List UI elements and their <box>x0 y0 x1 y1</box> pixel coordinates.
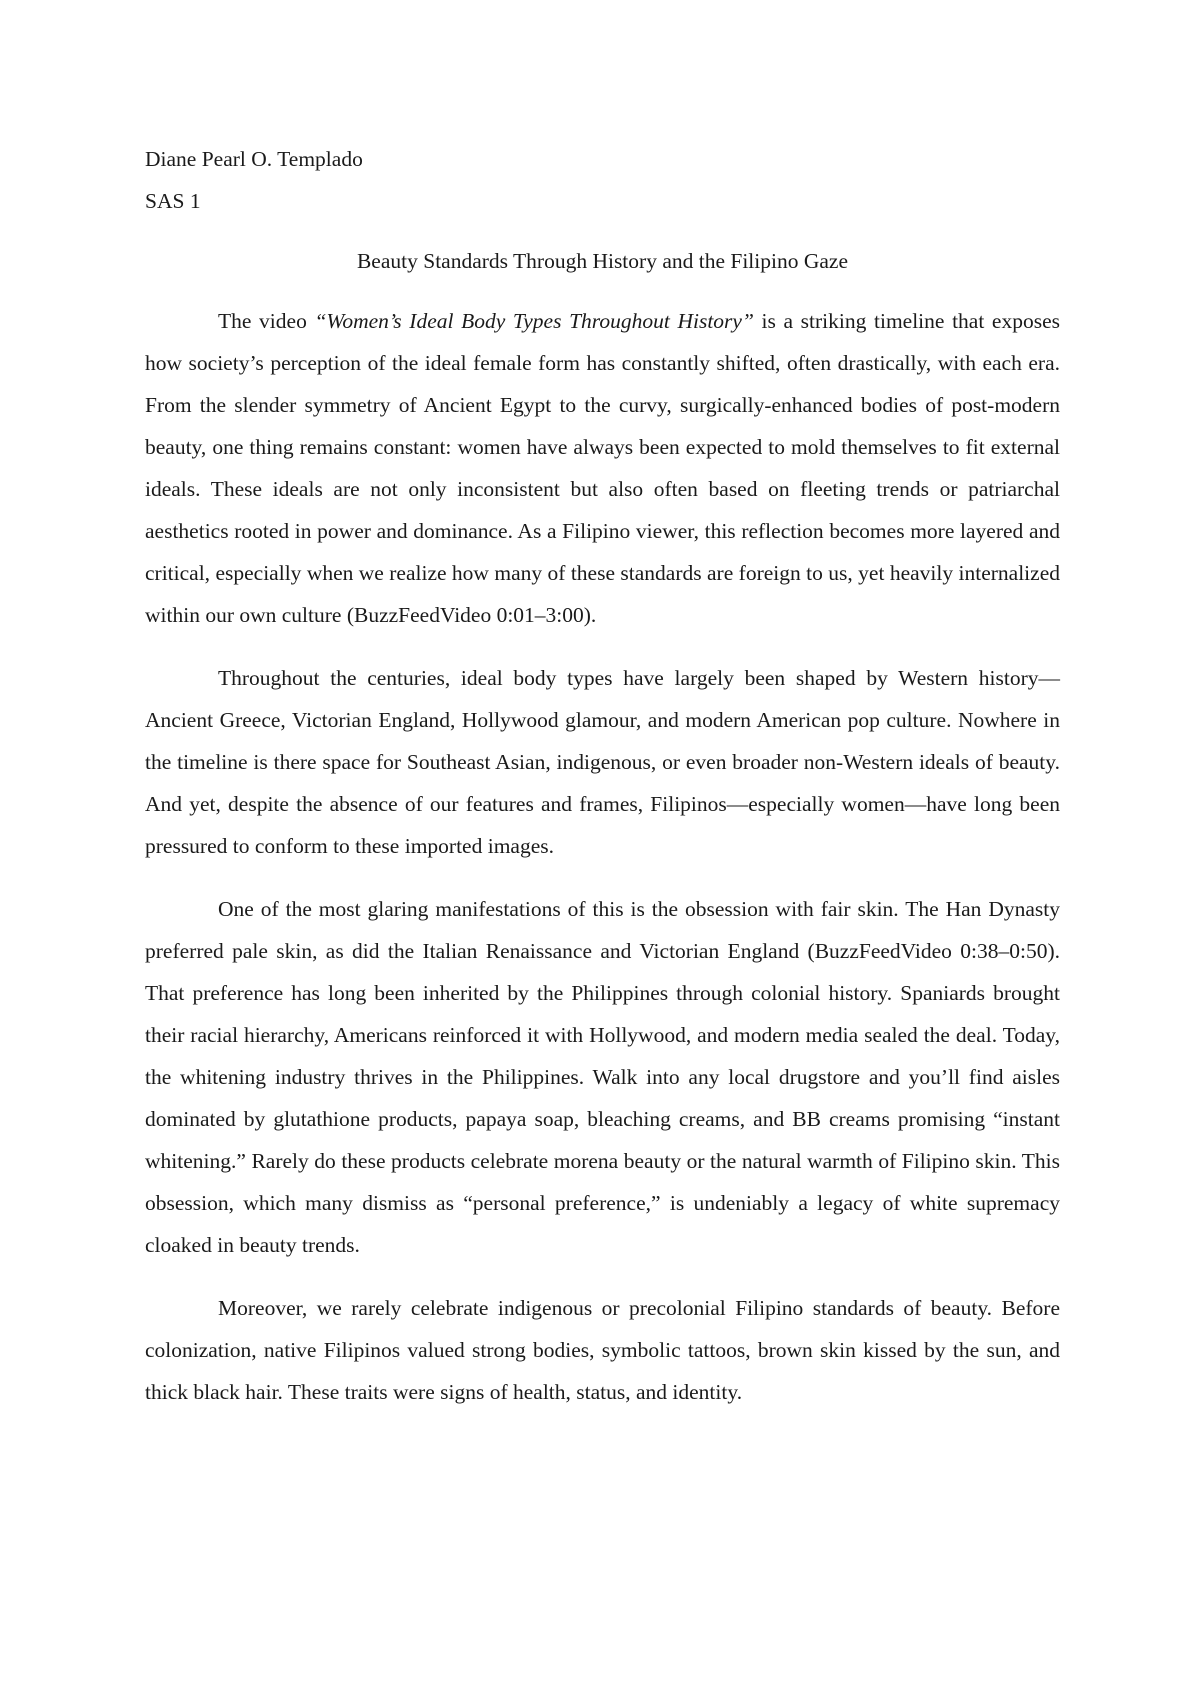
paragraph-3: One of the most glaring manifestations of this is the obsession with fair skin. The Han Dynasty preferred pale skin, as did the Italian Renaissance and Victorian England (BuzzFeedVideo 0:38–0:50). That preference has long been inherited by the Philippines through colonial history. Spaniards brought their racial hierarchy, Americans reinforced it with Hollywood, and modern media sealed the deal. Today, the whitening industry thrives in the Philippines. Walk into any local drugstore and you’ll find aisles dominated by glutathione products, papaya soap, bleaching creams, and BB creams promising “instant whitening.” Rarely do these products celebrate morena beauty or the natural warmth of Filipino skin. This obsession, which many dismiss as “personal preference,” is undeniably a legacy of white supremacy cloaked in beauty trends. <box>145 897 1060 1257</box>
course-code: SAS 1 <box>145 189 201 213</box>
paragraph-4: Moreover, we rarely celebrate indigenous or precolonial Filipino standards of beauty. Before colonization, native Filipinos valued strong bodies, symbolic tattoos, brown skin kissed by the sun, and thick black hair. These traits were signs of health, status, and identity. <box>145 1296 1060 1404</box>
paragraph-2: Throughout the centuries, ideal body types have largely been shaped by Western history—Ancient Greece, Victorian England, Hollywood glamour, and modern American pop culture. Nowhere in the timeline is there space for Southeast Asian, indigenous, or even broader non-Western ideals of beauty. And yet, despite the absence of our features and frames, Filipinos—especially women—have long been pressured to conform to these imported images. <box>145 666 1060 858</box>
paragraph-1-lead: The video <box>218 309 315 333</box>
paragraph-1 <box>145 300 1060 636</box>
paragraph-1-text: is a striking timeline that exposes how society’s perception of the ideal female form has constantly shifted, often drastically, with each era. From the slender symmetry of Ancient Egypt to the curvy, surgically-enhanced bodies of post-modern beauty, one thing remains constant: women have always been expected to mold themselves to fit external ideals. These ideals are not only inconsistent but also often based on fleeting trends or patriarchal aesthetics rooted in power and dominance. As a Filipino viewer, this reflection becomes more layered and critical, especially when we realize how many of these standards are foreign to us, yet heavily internalized within our own culture (BuzzFeedVideo 0:01–3:00). <box>145 309 1061 627</box>
video-title: “Women’s Ideal Body Types Throughout History” <box>314 309 754 333</box>
author-name: Diane Pearl O. Templado <box>145 147 363 171</box>
essay-title: Beauty Standards Through History and the Filipino Gaze <box>356 249 849 273</box>
document-page <box>145 138 1060 1434</box>
